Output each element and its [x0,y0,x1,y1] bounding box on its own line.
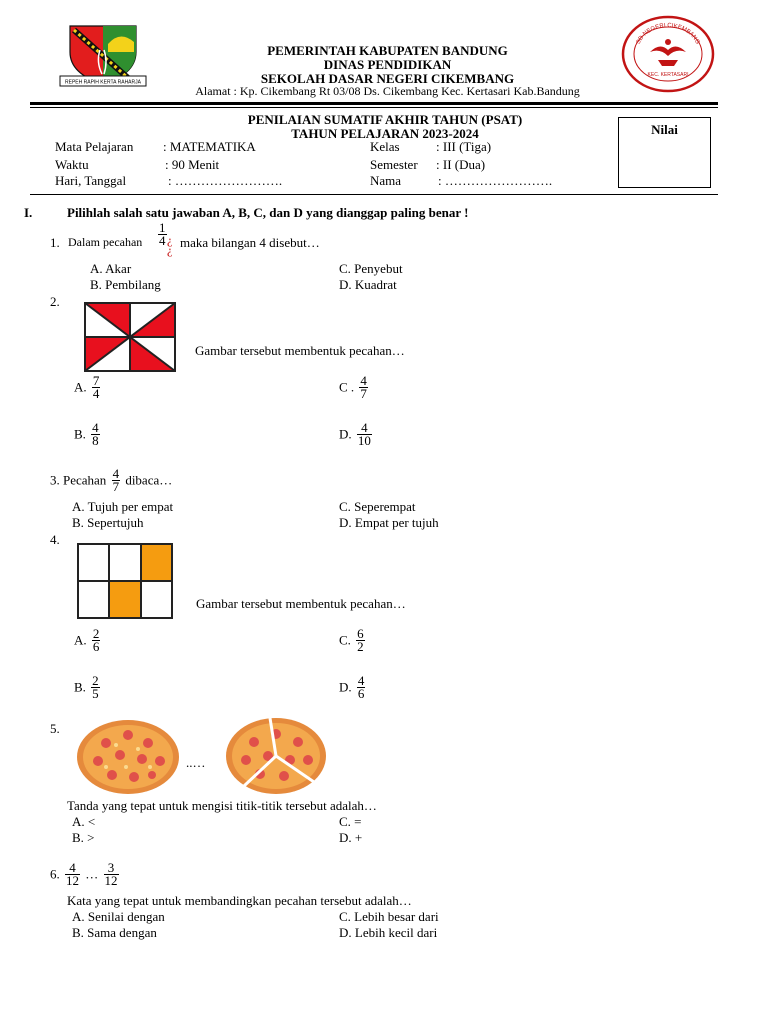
q4-option-c-letter: C. [339,632,351,648]
q5-option-b[interactable]: B. > [72,830,95,845]
q4-option-b-letter: B. [74,679,86,695]
q4-shaded-cell [141,544,172,581]
question-6 [50,862,121,887]
q4-text: Gambar tersebut membentuk pecahan… [196,596,406,611]
q6-option-c[interactable]: C. Lebih besar dari [339,909,439,924]
q6-right-denominator: 12 [104,873,118,888]
q5-text: Tanda yang tepat untuk mengisi titik-titik tersebut adalah… [67,798,377,813]
q4-a-denominator: 6 [92,639,100,654]
q1-post-text: maka bilangan 4 disebut… [180,235,320,250]
header-line-3: SEKOLAH DASAR NEGERI CIKEMBANG [260,71,515,86]
q6-fraction-right [104,862,119,887]
time-value: : 90 Menit [165,157,220,172]
q1-fraction-denominator: 4 [159,233,166,248]
q3-option-d[interactable]: D. Empat per tujuh [339,515,439,530]
sliced-pizza-image [224,716,328,796]
section-number: I. [24,205,33,220]
q4-shaded-cell [109,581,141,618]
header-line-1: PEMERINTAH KABUPATEN BANDUNG [267,43,508,58]
exam-title: PENILAIAN SUMATIF AKHIR TAHUN (PSAT) [247,112,523,127]
q3-fraction-numerator: 4 [112,466,120,481]
q6-left-denominator: 12 [66,873,79,888]
q1-pre-text: Dalam pecahan [68,235,143,249]
q3-pre-text: Pecahan [63,472,107,488]
q4-c-numerator: 6 [357,626,364,641]
q2-b-denominator: 8 [92,433,99,448]
school-address: Alamat : Kp. Cikembang Rt 03/08 Ds. Cikembang Kec. Kertasari Kab.Bandung [195,84,580,98]
q4-option-a-letter: A. [74,632,87,648]
q6-number: 6. [50,866,60,882]
q2-option-c[interactable] [339,375,370,400]
q4-b-denominator: 5 [92,686,99,701]
q4-option-d[interactable] [339,675,367,700]
q4-figure [77,543,173,619]
q5-option-c[interactable]: C. = [339,814,362,829]
svg-text:REPEH RAPIH KERTA RAHARJA: REPEH RAPIH KERTA RAHARJA [65,79,141,86]
class-value: : III (Tiga) [436,139,492,154]
q6-option-a[interactable]: A. Senilai dengan [72,909,165,924]
semester-label: Semester [370,157,418,172]
class-label: Kelas [370,139,400,154]
svg-text:SD NEGERI CIKEMBANG: SD NEGERI CIKEMBANG [635,22,701,46]
q3-post-text: dibaca… [125,472,173,488]
header-line-2: DINAS PENDIDIKAN [323,57,452,72]
time-label: Waktu [55,157,89,172]
q4-number: 4. [50,532,60,547]
q2-option-b[interactable] [74,422,102,447]
q4-a-numerator: 2 [92,626,100,641]
q3-fraction-denominator: 7 [112,479,120,494]
q4-d-denominator: 6 [357,686,365,701]
q3-option-b[interactable]: B. Sepertujuh [72,515,144,530]
q1-option-a[interactable]: A. Akar [90,261,132,276]
q2-text: Gambar tersebut membentuk pecahan… [195,343,405,358]
q4-option-a[interactable] [74,628,102,653]
q3-fraction [112,468,121,493]
q1-fraction [158,222,167,247]
q6-right-numerator: 3 [104,862,119,875]
q2-c-numerator: 4 [360,373,367,388]
q4-option-b[interactable] [74,675,102,700]
q6-left-numerator: 4 [65,862,80,875]
q2-d-denominator: 10 [357,433,371,448]
q2-option-d[interactable] [339,422,374,447]
score-label: Nilai [651,122,678,137]
date-value: : ……………………. [168,173,283,188]
q1-number: 1. [50,235,60,250]
q4-option-c[interactable] [339,628,367,653]
q1-option-c[interactable]: C. Penyebut [339,261,403,276]
q2-number: 2. [50,294,60,309]
q6-option-b[interactable]: B. Sama dengan [72,925,157,940]
q2-option-b-letter: B. [74,426,86,442]
q5-dots: ..… [186,755,206,770]
name-value: : ……………………. [438,173,553,188]
q6-dots: … [85,866,99,882]
q1-mark: ¿ ¿ [167,233,173,257]
q2-a-denominator: 4 [92,386,100,401]
semester-value: : II (Dua) [436,157,486,172]
svg-text:KEC. KERTASARI: KEC. KERTASARI [647,72,689,78]
subject-value: : MATEMATIKA [163,139,256,154]
q6-option-d[interactable]: D. Lebih kecil dari [339,925,438,940]
q1-option-b[interactable]: B. Pembilang [90,277,161,292]
school-logo [620,14,716,94]
q1-fraction-numerator: 1 [159,220,166,235]
q2-a-numerator: 7 [92,373,100,388]
whole-pizza-image [76,719,180,795]
q1-option-d[interactable]: D. Kuadrat [339,277,397,292]
q4-option-d-letter: D. [339,679,352,695]
exam-year: TAHUN PELAJARAN 2023-2024 [291,126,479,141]
q3-option-a[interactable]: A. Tujuh per empat [72,499,174,514]
section-instruction: Pilihlah salah satu jawaban A, B, C, dan D yang dianggap paling benar ! [67,205,469,220]
q6-text: Kata yang tepat untuk membandingkan pecahan tersebut adalah… [67,893,412,908]
q4-b-numerator: 2 [92,673,99,688]
q2-d-numerator: 4 [357,422,372,435]
question-1 [50,220,450,257]
info-divider [30,194,718,195]
header-divider [30,102,718,105]
header-divider-thin [30,107,718,108]
q5-number: 5. [50,721,60,736]
q2-option-a[interactable] [74,375,102,400]
q2-option-a-letter: A. [74,379,87,395]
score-box [618,117,711,188]
q2-b-numerator: 4 [92,420,99,435]
name-label: Nama [370,173,402,188]
q5-option-d[interactable]: D. + [339,830,363,845]
q2-option-c-letter: C . [339,379,355,395]
subject-label: Mata Pelajaran [55,139,134,154]
q2-figure [84,302,176,372]
q6-fraction-left [65,862,80,887]
q2-option-d-letter: D. [339,426,352,442]
q5-option-a[interactable]: A. < [72,814,96,829]
district-logo [56,22,150,90]
question-3 [50,468,172,493]
q4-d-numerator: 4 [357,673,365,688]
q4-c-denominator: 2 [357,639,364,654]
q3-number: 3. [50,472,60,488]
date-label: Hari, Tanggal [55,173,127,188]
q2-c-denominator: 7 [360,386,367,401]
q3-option-c[interactable]: C. Seperempat [339,499,416,514]
